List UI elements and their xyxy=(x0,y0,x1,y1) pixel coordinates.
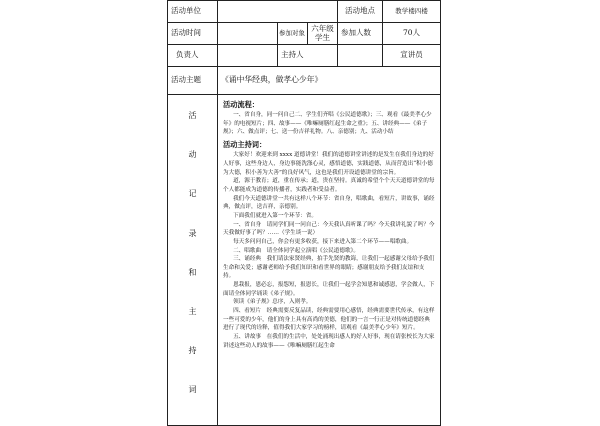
theme-label: 活动主题 xyxy=(168,67,218,95)
row-theme xyxy=(168,67,441,95)
record-char: 和 xyxy=(188,267,197,277)
speech-paragraph: 二、唱歌曲 请全体同学起立演唱《公民道德歌》。 xyxy=(233,247,359,254)
speech-paragraph: 道，源于教育；道，重在传承；道，贵在坚持。真诚的希望个个天天道德讲堂的每个人都能成为道德的传播者，实践者和受益者。 xyxy=(223,178,435,193)
flow-title: 活动流程： xyxy=(223,100,259,109)
flow-text: 一、省自身，同一问自己二、学生们齐唱《公民道德歌》；三、观看《最美孝心少年》的电视短片；四、故事——《唯嘛厕膳红起生命之重》；五、讲经典——《弟子规》；六、做点评；七、送一份吉祥礼物。八、亲德别；九、活动小结 xyxy=(223,112,432,136)
time-label: 活动时间 xyxy=(168,23,218,45)
record-char: 录 xyxy=(188,228,197,238)
speech-paragraph: 每天多问问自己，你会有更多收获，接下来进入第二个环节——唱歌曲。 xyxy=(233,238,413,245)
record-content[interactable] xyxy=(218,95,441,426)
speech-paragraph: 我们今天道德讲堂一共有这样八个环节：省自身，唱歌曲，看短片，讲故事，诵经典，做点评，送吉祥，亲德别。 xyxy=(223,195,435,211)
unit-value[interactable] xyxy=(218,1,338,23)
host-value[interactable] xyxy=(338,45,383,67)
speech-title: 活动主持词： xyxy=(223,140,267,150)
place-value[interactable]: 教学楼四楼 xyxy=(383,1,441,23)
host-label: 主持人 xyxy=(278,45,338,67)
row-time xyxy=(168,23,441,45)
record-char: 主 xyxy=(188,306,197,316)
record-char: 记 xyxy=(188,189,197,199)
theme-value[interactable]: 《诵中华经典，做孝心少年》 xyxy=(218,67,441,95)
speech-paragraph: 恩栽报，恩必忘，报怨短，报恩长，让我们一起学会知恩和诚感恩，学会做人，下面请全体同学诵读《弟子规》。 xyxy=(223,282,435,297)
count-label: 参加人数 xyxy=(338,23,383,45)
row-record xyxy=(168,95,441,426)
speech-paragraph: 下面我们就进入第一个环节：省。 xyxy=(233,212,317,219)
record-char: 动 xyxy=(188,150,197,160)
row-unit xyxy=(168,1,441,23)
publicity-label: 宣讲员 xyxy=(383,45,441,67)
speech-paragraph: 三、诵经典 我们请法家贤经典，拍手先贤的教诲，让我们一起感谢父母给予我们生命和关爱；感谢老师给予我们知识和看世界的眼睛；感谢朋友给予我们友谊和支持。 xyxy=(223,256,435,280)
activity-record-form xyxy=(167,0,441,426)
time-value[interactable] xyxy=(218,23,278,45)
record-char: 词 xyxy=(188,385,197,395)
record-char: 持 xyxy=(188,346,197,356)
leader-value[interactable] xyxy=(218,45,278,67)
speech-paragraph: 领读《弟子规》总序，入则孝。 xyxy=(233,299,312,306)
record-vertical-label xyxy=(168,95,218,426)
participants-value[interactable]: 六年级学生 xyxy=(308,23,338,45)
record-char: 活 xyxy=(188,111,197,120)
place-label: 活动地点 xyxy=(338,1,383,23)
speech-paragraph: 大家好！欢迎来到 xxxx 道德讲堂！我们的道德讲堂讲述的是发生在我们身边的好人好事，这些身边人，身边事能洗涤心灵，感悟道德，实践道德，从而营造出“积小德为大德，积小善为大善”的良好风气，这也是我们开设道德讲堂的宗旨。 xyxy=(223,152,434,176)
participants-label: 参加对象 xyxy=(278,23,308,45)
leader-label: 负责人 xyxy=(168,45,218,67)
count-value[interactable]: 70人 xyxy=(383,23,441,45)
speech-paragraph: 一、省自身 请同学们同一问自己：今天我认真听课了吗？今天我讲礼貌了吗？今天我做好事了吗？……（学生谈一说） xyxy=(223,221,435,237)
row-leader xyxy=(168,45,441,67)
unit-label: 活动单位 xyxy=(168,1,218,23)
speech-paragraph: 四、看短片 经典需要反复品读，经典需要用心感悟，经典需要世代传承，有这样一些可爱的少年，他们的身上具有高尚的美德，他们的一言一行正是对传统道德经典进行了现代的诠释，值得我们大家学习的榜样，请观看《最美孝心少年》短片。 xyxy=(223,308,435,332)
speech-paragraph: 五、讲故事 在我们的生活中，处处涌现出感人的好人好事，现在请张校长为大家讲述这些动人的故事——《唯嘛厕膳红起生命 xyxy=(223,334,435,349)
